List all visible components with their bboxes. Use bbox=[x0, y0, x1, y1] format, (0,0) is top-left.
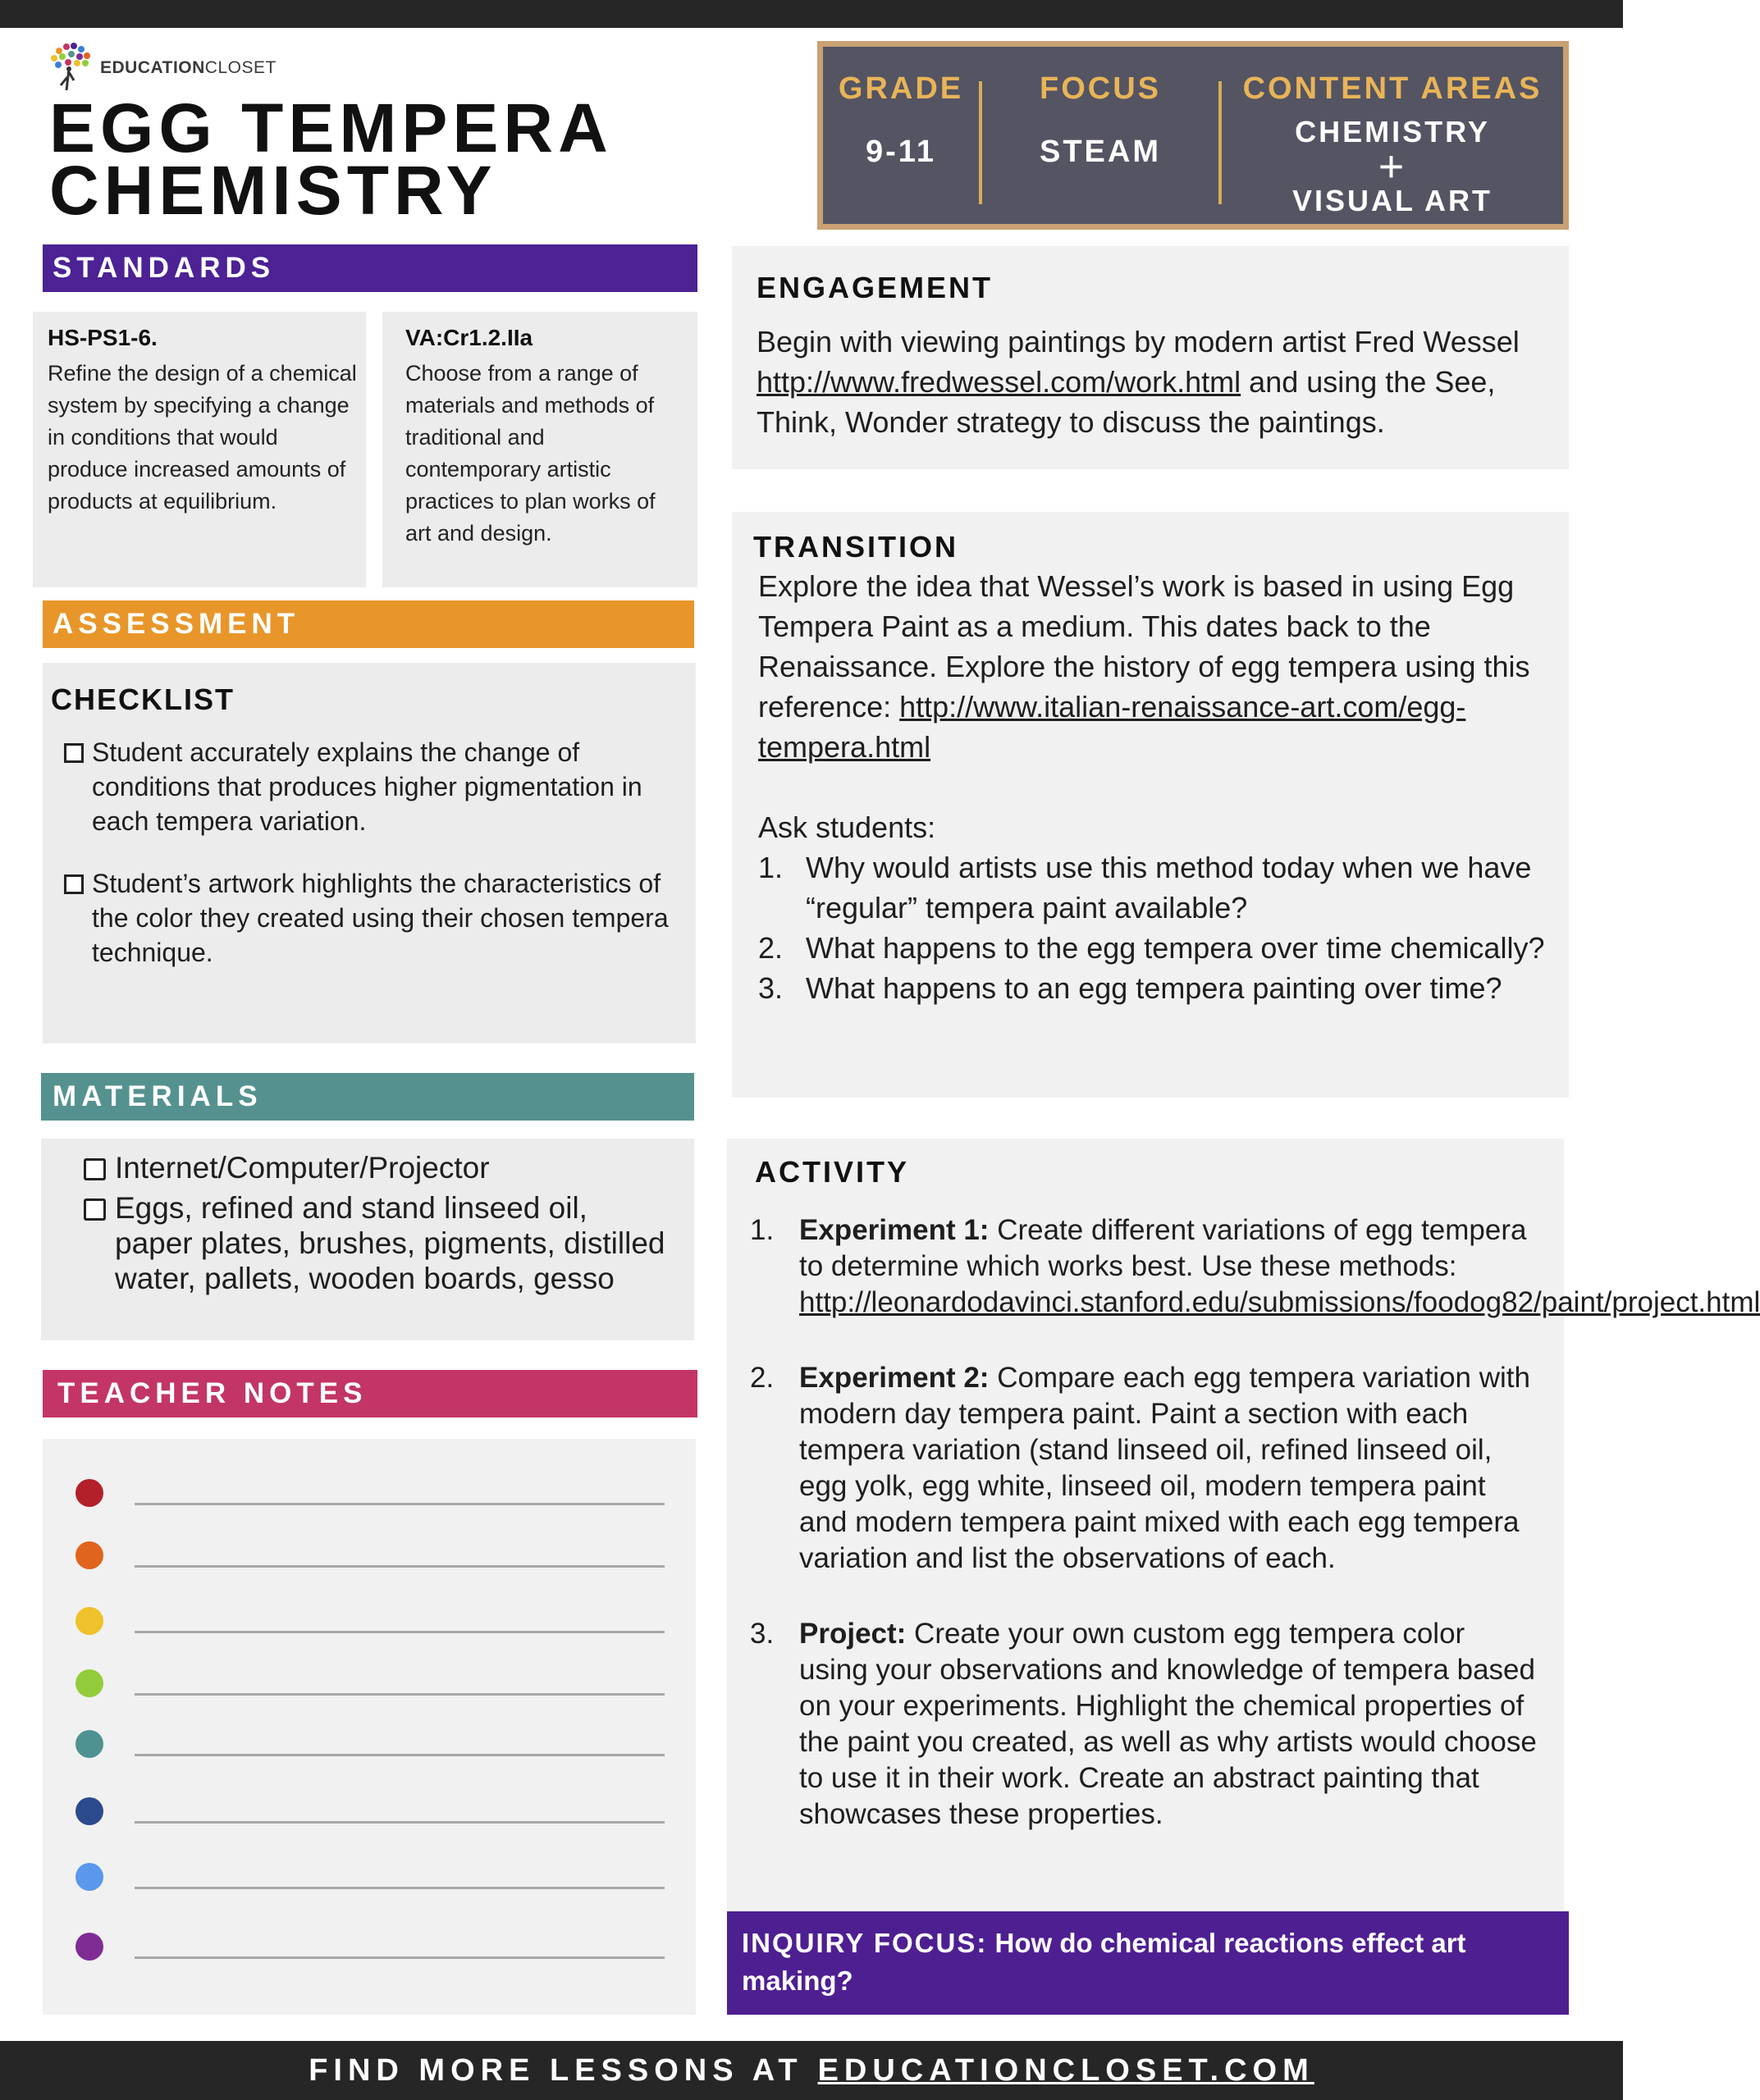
tree-logo-icon bbox=[44, 39, 97, 97]
checkbox-icon[interactable] bbox=[64, 874, 84, 894]
focus-label: FOCUS bbox=[1040, 71, 1161, 106]
teacher-notes-header: TEACHER NOTES bbox=[43, 1370, 697, 1418]
activity-panel bbox=[727, 1139, 1760, 1910]
bullet-dot-icon bbox=[75, 1797, 103, 1825]
standard-card bbox=[33, 312, 366, 587]
checklist-item: Student accurately explains the change of conditions that produces higher pigmentation in each tempera variation. bbox=[49, 735, 676, 838]
page-title bbox=[49, 89, 788, 229]
note-line bbox=[135, 1887, 665, 1889]
bullet-dot-icon bbox=[75, 1669, 103, 1697]
question-item: 1. Why would artists use this method today when we have “regular” tempera paint available? bbox=[758, 851, 1532, 924]
activity-item: 3. Project: Create your own custom egg tempera color using your observations and knowledge of tempera based on your experiments. Highlight the chemical properties of the paint you created, as well as why artists would choose to use it in their work. Create an abstract painting that showcases these properties. bbox=[750, 1618, 1537, 1830]
activity-title: ACTIVITY bbox=[755, 1155, 910, 1189]
content-areas-label: CONTENT AREAS bbox=[1242, 71, 1543, 106]
focus-column bbox=[982, 47, 1218, 224]
inquiry-focus-banner: INQUIRY FOCUS: How do chemical reactions effect art making? bbox=[727, 1911, 1569, 2015]
standard-code: VA:Cr1.2.IIa bbox=[405, 325, 533, 350]
note-row[interactable] bbox=[43, 1666, 696, 1699]
content-areas-column bbox=[1222, 47, 1563, 224]
transition-panel bbox=[732, 512, 1569, 1098]
activity-item: 2. Experiment 2: Compare each egg tempera variation with modern day tempera paint. Paint a section with each tempera variation (stand linseed oil, refined linseed oil, egg yolk, egg white, linseed oil, modern tempera paint and modern tempera paint mixed with each egg tempera variation and list the observations of each. bbox=[750, 1362, 1530, 1574]
note-row[interactable] bbox=[43, 1727, 696, 1760]
materials-panel bbox=[41, 1139, 694, 1340]
note-line bbox=[135, 1754, 665, 1756]
checklist-title: CHECKLIST bbox=[51, 682, 235, 716]
note-row[interactable] bbox=[43, 1476, 696, 1509]
material-item: Internet/Computer/Projector bbox=[41, 1150, 670, 1185]
bullet-dot-icon bbox=[75, 1933, 103, 1961]
grade-value: 9-11 bbox=[866, 135, 936, 169]
bullet-dot-icon bbox=[75, 1541, 103, 1569]
checkbox-icon[interactable] bbox=[64, 743, 84, 763]
checkbox-icon[interactable] bbox=[84, 1198, 106, 1221]
standard-text: Choose from a range of materials and methods of traditional and contemporary artistic practices to plan works of art and design. bbox=[405, 361, 656, 546]
grade-label: GRADE bbox=[838, 71, 964, 106]
material-item: Eggs, refined and stand linseed oil, paper plates, brushes, pigments, distilled water, pallets, wooden boards, gesso bbox=[41, 1190, 670, 1296]
transition-text: Explore the idea that Wessel’s work is based in using Egg Tempera Paint as a medium. This dates back to the Renaissance. Explore the history of egg tempera using this reference: http://www.italian-renaissance-art.com/egg-tempera.html bbox=[758, 569, 1530, 764]
grade-column bbox=[823, 47, 979, 224]
note-line bbox=[135, 1693, 665, 1696]
bullet-dot-icon bbox=[75, 1730, 103, 1758]
note-row[interactable] bbox=[43, 1538, 696, 1571]
footer-text: FIND MORE LESSONS AT bbox=[309, 2052, 803, 2088]
fredwessel-link[interactable]: http://www.fredwessel.com/work.html bbox=[757, 365, 1241, 399]
content-area-visual-art: VISUAL ART bbox=[1291, 184, 1493, 217]
title-line-1: EGG TEMPERA bbox=[49, 89, 613, 167]
checkbox-icon[interactable] bbox=[84, 1158, 106, 1180]
bullet-dot-icon bbox=[75, 1479, 103, 1507]
stanford-link[interactable]: http://leonardodavinci.stanford.edu/submissions/foodog82/paint/project.html bbox=[799, 1286, 1760, 1318]
note-row[interactable] bbox=[43, 1794, 696, 1827]
standard-card bbox=[382, 312, 697, 587]
focus-value: STEAM bbox=[1040, 135, 1161, 169]
activity-item: 1. Experiment 1: Create different variations of egg tempera to determine which works best. Use these methods: http://leonardodavinci.stanford.edu/submissions/foodog82/paint/project.html bbox=[750, 1214, 1760, 1318]
note-row[interactable] bbox=[43, 1929, 696, 1962]
materials-header: MATERIALS bbox=[41, 1073, 694, 1121]
note-line bbox=[135, 1821, 665, 1824]
note-row[interactable] bbox=[43, 1604, 696, 1637]
bullet-dot-icon bbox=[75, 1607, 103, 1635]
bullet-dot-icon bbox=[75, 1863, 103, 1891]
ask-students: Ask students: bbox=[758, 810, 936, 844]
note-line bbox=[135, 1565, 665, 1568]
question-item: 2. What happens to the egg tempera over time chemically? bbox=[758, 931, 1545, 965]
engagement-title: ENGAGEMENT bbox=[757, 271, 994, 304]
renaissance-art-link[interactable]: http://www.italian-renaissance-art.com/egg-tempera.html bbox=[758, 690, 1466, 764]
checklist-item: Student’s artwork highlights the characteristics of the color they created using their chosen tempera technique. bbox=[49, 866, 676, 970]
transition-title: TRANSITION bbox=[753, 530, 958, 564]
content-area-plus: + bbox=[1378, 142, 1407, 191]
standards-header: STANDARDS bbox=[43, 244, 697, 292]
logo[interactable] bbox=[44, 39, 277, 97]
note-line bbox=[135, 1956, 665, 1959]
question-list bbox=[753, 847, 1549, 1008]
info-box bbox=[817, 41, 1569, 230]
checklist-panel bbox=[43, 663, 696, 1043]
logo-text: EDUCATIONCLOSET bbox=[100, 58, 277, 77]
footer-site-link[interactable]: EDUCATIONCLOSET.COM bbox=[817, 2052, 1314, 2088]
standard-text: Refine the design of a chemical system by specifying a change in conditions that would produce increased amounts of products at equilibrium. bbox=[48, 361, 357, 514]
question-item: 3. What happens to an egg tempera painting over time? bbox=[758, 971, 1502, 1005]
content-area-chemistry: CHEMISTRY bbox=[1295, 115, 1490, 148]
note-line bbox=[135, 1503, 665, 1505]
top-bar bbox=[0, 0, 1623, 28]
footer bbox=[0, 2041, 1623, 2100]
standard-code: HS-PS1-6. bbox=[48, 325, 158, 350]
assessment-header: ASSESSMENT bbox=[43, 600, 694, 648]
note-line bbox=[135, 1631, 665, 1633]
engagement-text: Begin with viewing paintings by modern artist Fred Wessel http://www.fredwessel.com/work.html and using the See, Think, Wonder strategy to discuss the paintings. bbox=[757, 325, 1520, 439]
note-row[interactable] bbox=[43, 1860, 696, 1892]
teacher-notes-panel bbox=[43, 1439, 696, 2015]
title-line-2: CHEMISTRY bbox=[49, 152, 497, 229]
engagement-panel bbox=[732, 246, 1569, 469]
